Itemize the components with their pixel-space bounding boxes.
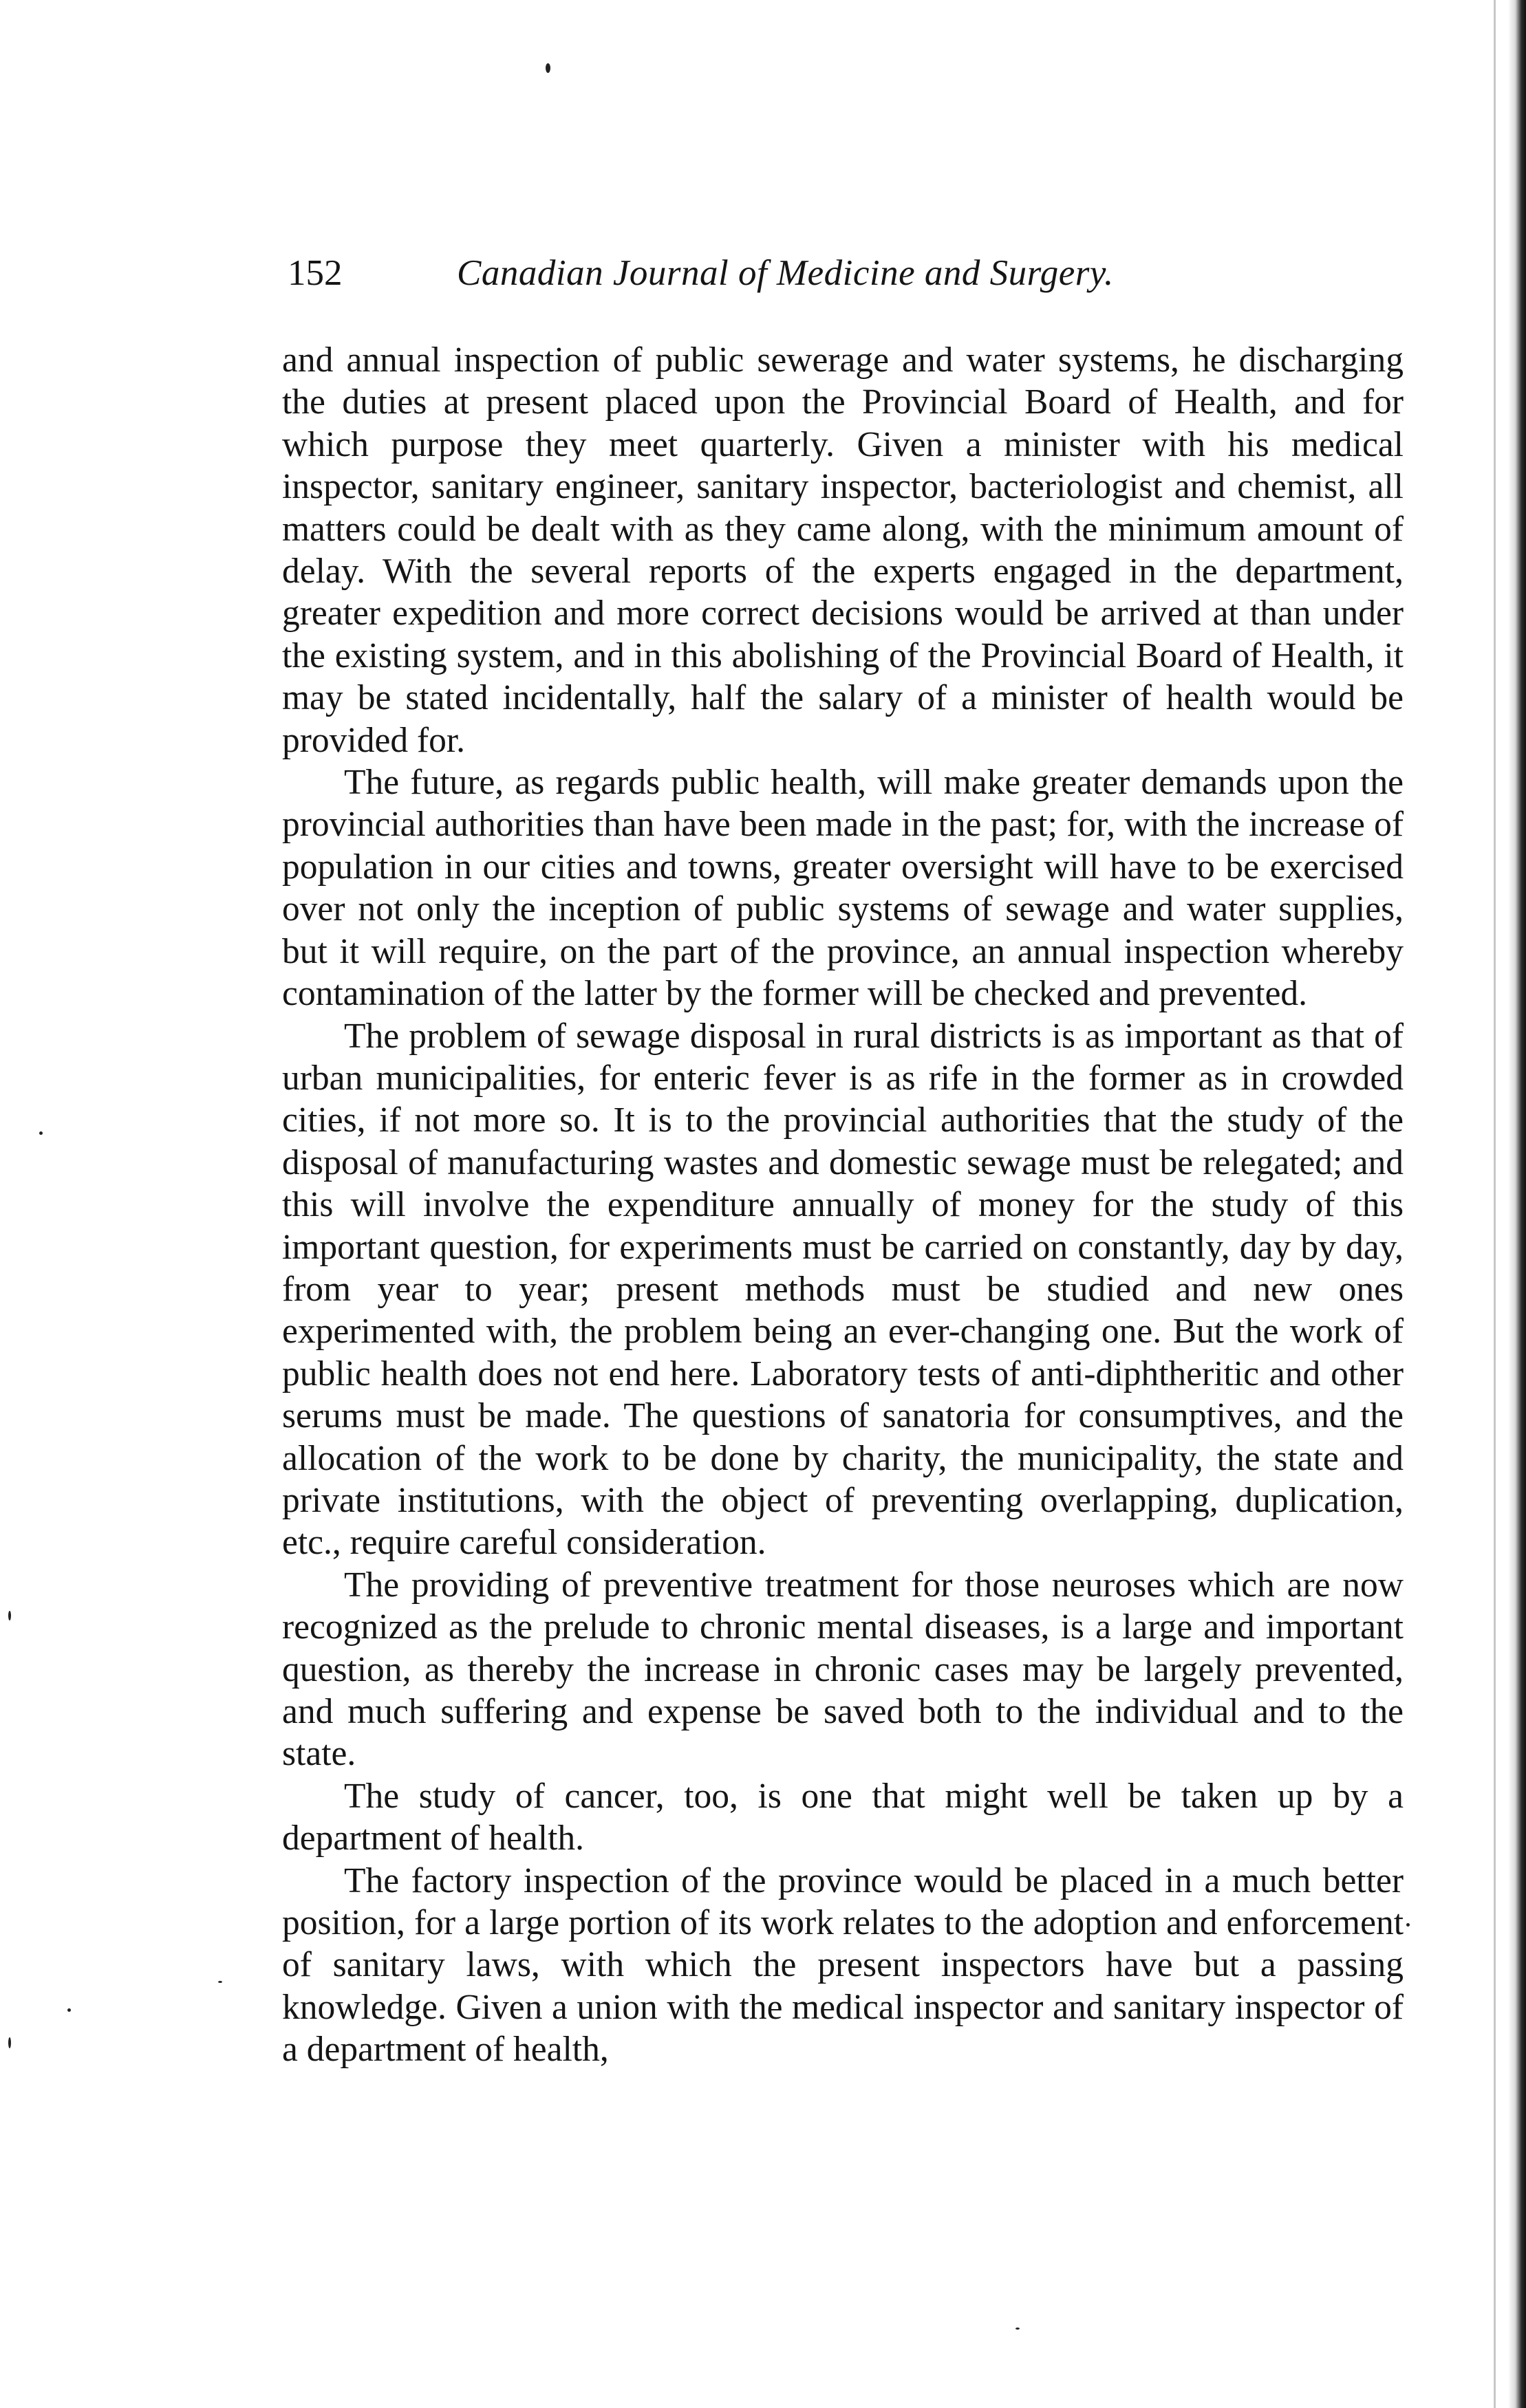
paragraph-factory-inspection: The factory inspection of the province would be placed in a much better position, for a large portion of its work relates to the adoption and enforcement of sanitary laws, with which the present inspectors have but a passing knowledge. Given a union with the medical inspector and sanitary inspector of a department of health, — [282, 1861, 1404, 2070]
scan-speck — [218, 1981, 222, 1983]
page-number: 152 — [288, 253, 343, 293]
paragraph-preventive-treatment: The providing of preventive treatment for those neuroses which are now recognized as the prelude to chronic mental diseases, is a large and important question, as thereby the increase in chronic cases may be largely prevented, and much suffering and expense be saved both to the individual and to the state. — [282, 1565, 1404, 1774]
page-header — [288, 249, 1402, 297]
paragraph-sewage-disposal: The problem of sewage disposal in rural districts is as important as that of urban municipalities, for enteric fever is as rife in the former as in crowded cities, if not more so. It is to the provincial authorities that the study of the disposal of manufacturing wastes and domestic sewage must be relegated; and this will involve the expenditure annually of money for the study of this important question, for experiments must be carried on constantly, day by day, from year to year; present methods must be studied and new ones experimented with, the problem being an ever-changing one. But the work of public health does not end here. Laboratory tests of anti-diphtheritic and other serums must be made. The questions of sanatoria for consumptives, and the allocation of the work to be done by charity, the municipality, the state and private institutions, with the object of preventing overlapping, duplication, etc., require careful consideration. — [282, 1016, 1404, 1563]
scan-speck — [8, 1611, 11, 1620]
scan-speck — [39, 1131, 43, 1135]
scan-speck — [546, 63, 550, 73]
paragraph-continuation: and annual inspection of public sewerage and water systems, he discharging the duties at present placed upon the Provincial Board of Health, and for which purpose they meet quarterly. Given a minister with his medical inspector, sanitary engineer, sanitary inspector, bacteriologist and chemist, all matters could be dealt with as they came along, with the minimum amount of delay. With the several reports of the experts engaged in the department, greater expedition and more correct decisions would be arrived at than under the existing system, and in this abolishing of the Provincial Board of Health, it may be stated incidentally, half the salary of a minister of health would be provided for. — [282, 340, 1404, 760]
scan-speck — [1406, 1923, 1410, 1927]
paragraph-cancer-study: The study of cancer, too, is one that might well be taken up by a department of health. — [282, 1776, 1404, 1858]
running-title: Canadian Journal of Medicine and Surgery. — [457, 253, 1114, 293]
scan-page-edge — [1508, 0, 1526, 2408]
paragraph-future-demands: The future, as regards public health, will make greater demands upon the provincial authorities than have been made in the past; for, with the increase of population in our cities and towns, greater oversight will have to be exercised over not only the inception of public systems of sewage and water supplies, but it will require, on the part of the province, an annual inspection whereby contamination of the latter by the former will be checked and prevented. — [282, 763, 1404, 1014]
scan-speck — [67, 2008, 71, 2012]
article-body — [282, 339, 1404, 2071]
scan-speck — [1015, 2328, 1020, 2330]
scan-binding-line — [1494, 0, 1496, 2408]
scan-speck — [8, 2037, 11, 2048]
